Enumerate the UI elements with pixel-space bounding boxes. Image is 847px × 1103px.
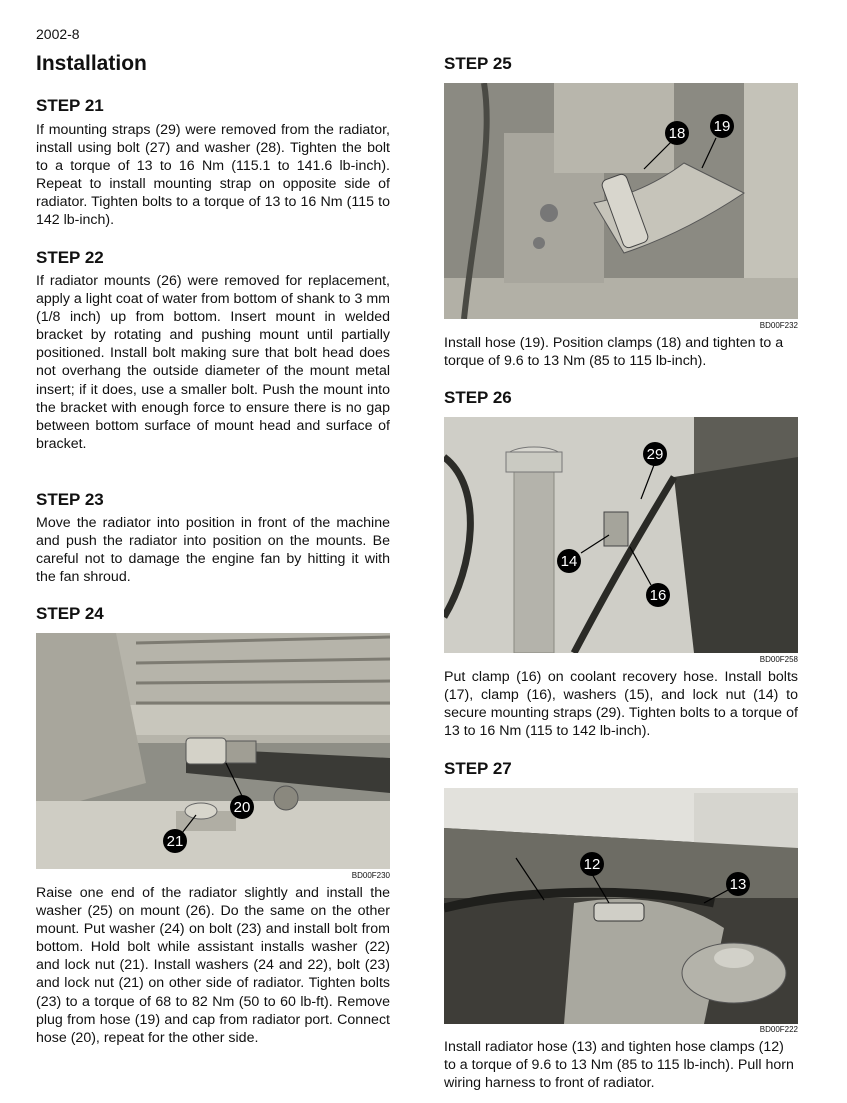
- step-26-photo: [444, 417, 798, 653]
- callout-14-label: 14: [560, 553, 578, 570]
- figure-id-bd00f232: BD00F232: [759, 321, 798, 330]
- step-25-heading: STEP 25: [444, 54, 512, 73]
- callout-19-label: 19: [713, 118, 731, 135]
- step-26-heading: STEP 26: [444, 388, 512, 407]
- callout-12-label: 12: [583, 856, 601, 873]
- step-25-photo: [444, 83, 798, 319]
- figure-id-bd00f258: BD00F258: [759, 655, 798, 664]
- callout-21-label: 21: [166, 833, 184, 850]
- page-number: 2002-8: [36, 26, 80, 42]
- step-21-heading: STEP 21: [36, 96, 104, 115]
- step-27-photo: [444, 788, 798, 1024]
- figure-id-bd00f230: BD00F230: [351, 871, 390, 880]
- callout-20-label: 20: [233, 799, 251, 816]
- step-21-text: If mounting straps (29) were removed from the radiator, install using bolt (27) and washer (28). Tighten the bolt to a torque of 13 to 16 Nm (115.1 to 141.6 lb-inch). Repeat to install mounting strap on opposite side of radiator. Tighten bolts to a torque of 13 to 16 Nm (115 to 142 lb-inch).: [36, 122, 390, 229]
- step-24-photo: [36, 633, 390, 869]
- section-title: Installation: [36, 52, 147, 75]
- step-22-heading: STEP 22: [36, 248, 104, 267]
- callout-13-label: 13: [729, 876, 747, 893]
- callout-16-label: 16: [649, 587, 667, 604]
- callout-29-label: 29: [646, 446, 664, 463]
- step-22-text: If radiator mounts (26) were removed for replacement, apply a light coat of water from bottom of shank to 3 mm (1/8 inch) up from bottom. Insert mount in welded bracket by rotating and pushing mount until partially positioned. Install bolt making sure that bolt head does not overhang the outside diameter of the mount metal insert; if it does, use a smaller bolt. Push the mount into the bracket with enough force to ensure there is no gap between bottom surface of mount head and surface of bracket.: [36, 273, 390, 452]
- figure-id-bd00f222: BD00F222: [759, 1025, 798, 1034]
- step-23-heading: STEP 23: [36, 490, 104, 509]
- step-27-heading: STEP 27: [444, 759, 512, 778]
- step-23-text: Move the radiator into position in front of the machine and push the radiator into position on the mounts. Be careful not to damage the engine fan by hitting it with the fan shroud.: [36, 515, 390, 586]
- step-26-text: Put clamp (16) on coolant recovery hose. Install bolts (17), clamp (16), washers (15), and lock nut (14) to secure mounting straps (29). Tighten bolts to a torque of 13 to 16 Nm (115 to 142 lb-inch).: [444, 669, 798, 740]
- step-24-text: Raise one end of the radiator slightly and install the washer (25) on mount (26). Do the same on the other mount. Put washer (24) on bolt (23) and install bolt from bottom. Hold bolt while assistant installs washer (22) and lock nut (21). Install washers (24 and 22), bolt (23) and lock nut (21) on other side of radiator. Tighten bolts (23) to a torque of 68 to 82 Nm (50 to 60 lb-ft). Remove plug from hose (19) and cap from radiator port. Connect hose (20), repeat for the other side.: [36, 885, 390, 1046]
- callout-18-label: 18: [668, 125, 686, 142]
- step-27-text: Install radiator hose (13) and tighten hose clamps (12) to a torque of 9.6 to 13 Nm (85 to 115 lb-inch). Pull horn wiring harness to front of radiator.: [444, 1039, 794, 1092]
- step-25-text: Install hose (19). Position clamps (18) and tighten to a torque of 9.6 to 13 Nm (85 to 115 lb-inch).: [444, 335, 784, 370]
- step-24-heading: STEP 24: [36, 604, 104, 623]
